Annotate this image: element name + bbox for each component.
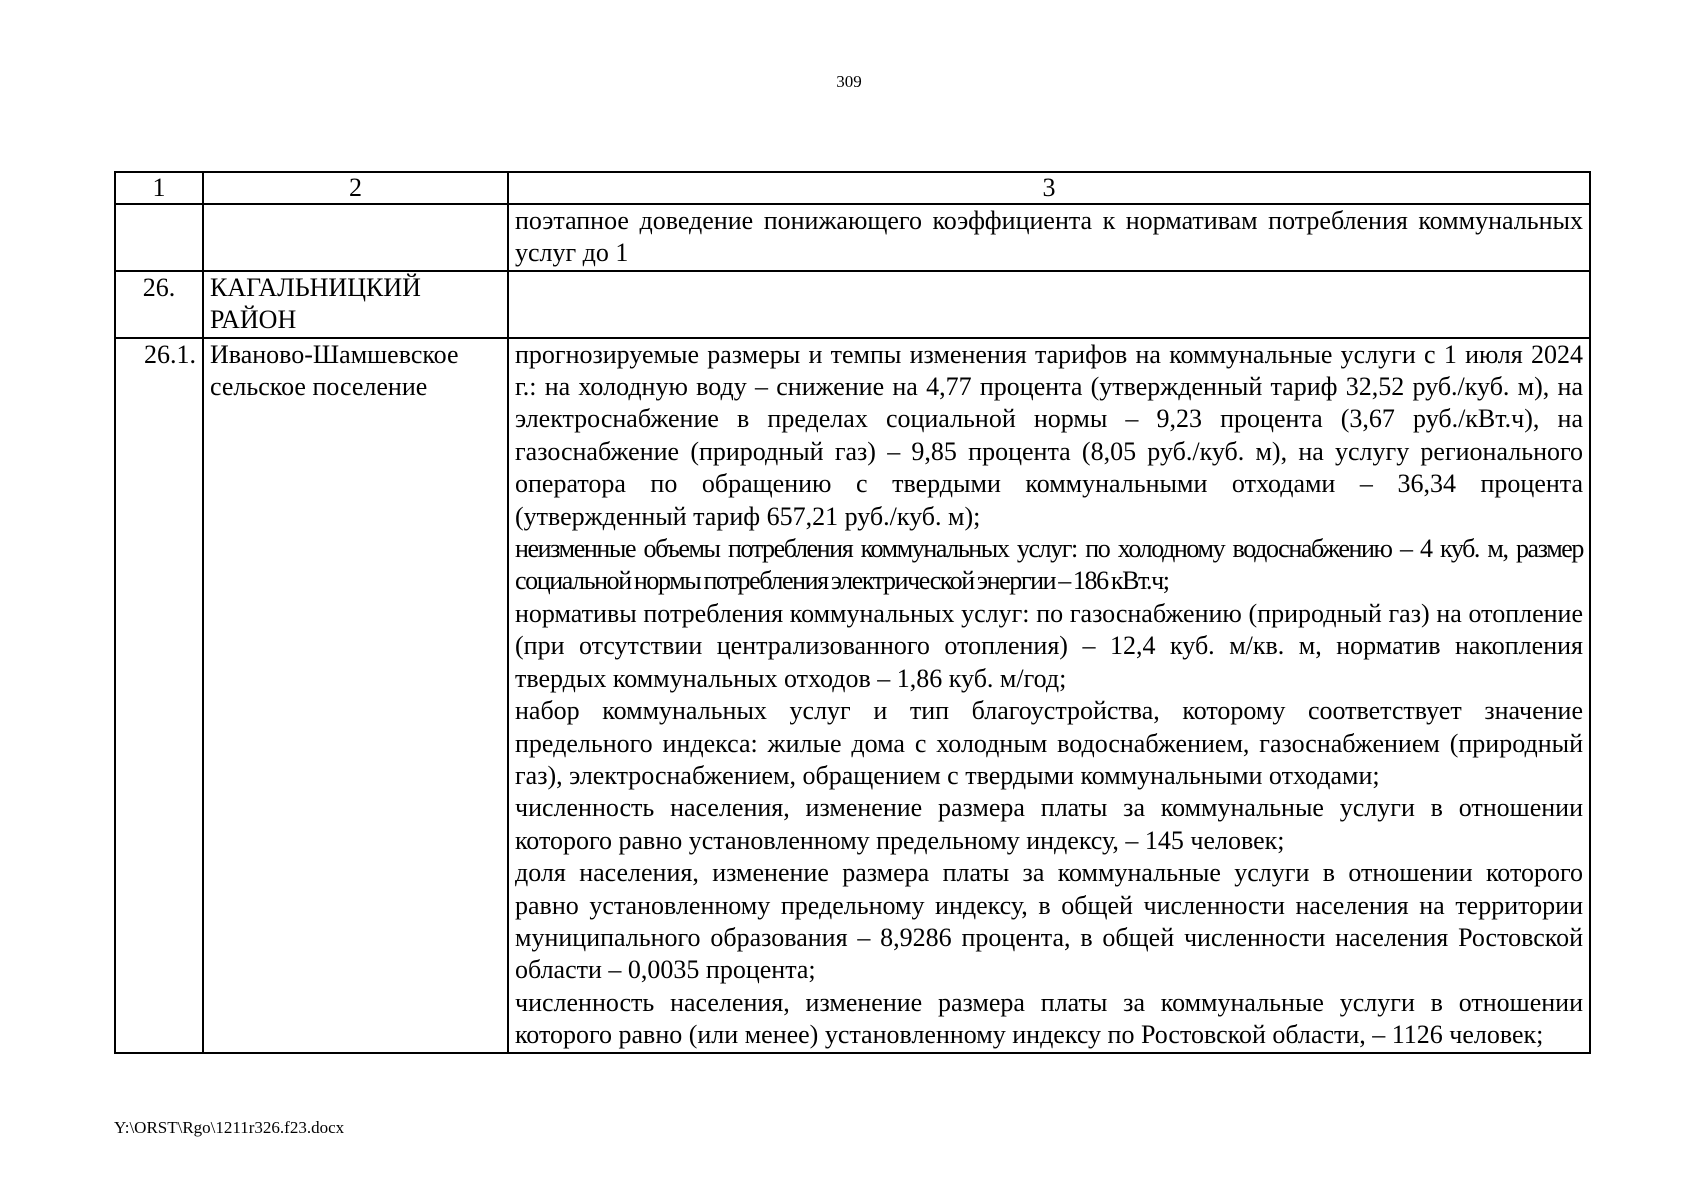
row-number: 26.1.: [115, 338, 203, 1053]
row-description: поэтапное доведение понижающего коэффициента к нормативам потребления коммунальных услуг до 1: [508, 204, 1590, 271]
column-header-2: 2: [203, 172, 508, 204]
settlement-name: Иваново-Шамшевское сельское поселение: [203, 338, 508, 1053]
row-description: [508, 271, 1590, 338]
paragraph-tariffs: прогнозируемые размеры и темпы изменения тарифов на коммунальные услуги с 1 июля 2024 г.: на холодную воду – снижение на 4,77 процента (утвержденный тариф 32,52 руб./куб. м), на электроснабжение в пределах социальной нормы – 9,23 процента (3,67 руб./кВт.ч), на газоснабжение (природный газ) – 9,85 процента (8,05 руб./куб. м), на услугу регионального оператора по обращению с твердыми коммунальными отходами – 36,34 процента (утвержденный тариф 657,21 руб./куб. м);: [515, 339, 1583, 531]
paragraph-services-set: набор коммунальных услуг и тип благоустройства, которому соответствует значение предельного индекса: жилые дома с холодным водоснабжением, газоснабжением (природный газ), электроснабжением, обращением с твердыми коммунальными отходами;: [515, 696, 1583, 790]
row-number: [115, 204, 203, 271]
paragraph-volumes: неизменные объемы потребления коммунальных услуг: по холодному водоснабжению – 4 куб. м, размер социальной нормы потребления электрической энергии – 186 кВт.ч;: [515, 534, 1583, 596]
column-header-3: 3: [508, 172, 1590, 204]
table-header-row: [115, 172, 1590, 204]
page-number: 309: [836, 72, 862, 91]
table-row-continuation: [115, 204, 1590, 271]
table-row-settlement: [115, 338, 1590, 1053]
row-name: [203, 204, 508, 271]
paragraph-population-share: доля населения, изменение размера платы за коммунальные услуги в отношении которого равно установленному предельному индексу, в общей численности населения на территории муниципального образования – 8,9286 процента, в общей численности населения Ростовской области – 0,0035 процента;: [515, 858, 1583, 985]
district-name: КАГАЛЬНИЦКИЙ РАЙОН: [203, 271, 508, 338]
paragraph-population-region: численность населения, изменение размера платы за коммунальные услуги в отношении которого равно (или менее) установленному индексу по Ростовской области, – 1126 человек;: [515, 987, 1583, 1050]
tariff-table: [114, 171, 1591, 1054]
paragraph-population-count: численность населения, изменение размера платы за коммунальные услуги в отношении которого равно установленному предельному индексу, – 145 человек;: [515, 793, 1583, 855]
table-row-district: [115, 271, 1590, 338]
paragraph-norms: нормативы потребления коммунальных услуг: по газоснабжению (природный газ) на отопление (при отсутствии централизованного отопления) – 12,4 куб. м/кв. м, норматив накопления твердых коммунальных отходов – 1,86 куб. м/год;: [515, 598, 1583, 693]
footer-file-path: Y:\ORST\Rgo\1211r326.f23.docx: [114, 1118, 345, 1137]
row-number: 26.: [115, 271, 203, 338]
column-header-1: 1: [115, 172, 203, 204]
settlement-description: [508, 338, 1590, 1053]
